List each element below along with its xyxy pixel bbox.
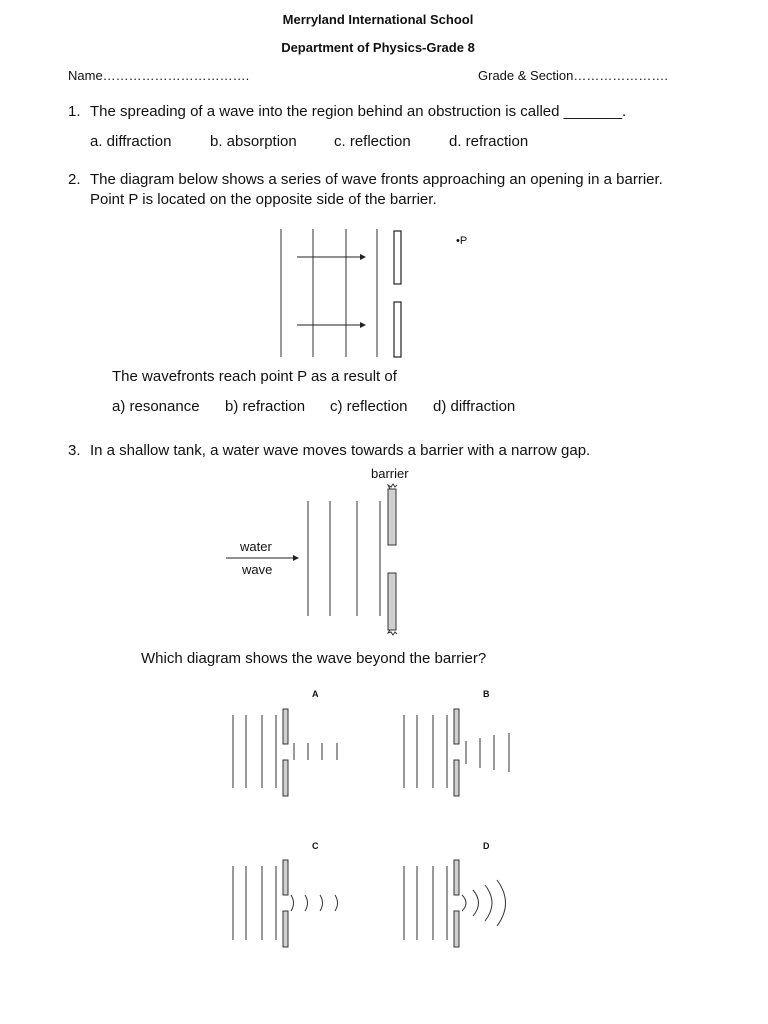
question-1-text: The spreading of a wave into the region behind an obstruction is called _______. <box>90 103 627 120</box>
question-2-number: 2. <box>68 171 81 188</box>
water-label: water <box>240 539 272 554</box>
diagram-c <box>233 860 338 947</box>
diffracted-wave <box>473 890 479 916</box>
diffracted-wave <box>485 885 492 921</box>
choice-b-label: B <box>483 689 490 699</box>
question-3-text: In a shallow tank, a water wave moves towards a barrier with a narrow gap. <box>90 442 591 459</box>
barrier-lower <box>454 760 459 796</box>
school-name: Merryland International School <box>282 12 474 27</box>
point-p-label: •P <box>456 235 468 247</box>
q2-option-a: a) resonance <box>112 398 200 415</box>
barrier-lower <box>454 911 459 947</box>
choice-c-label: C <box>312 841 319 851</box>
diffracted-wave <box>462 895 466 911</box>
choice-d-label: D <box>483 841 490 851</box>
q2-option-c: c) reflection <box>330 398 408 415</box>
barrier-upper <box>394 231 401 284</box>
diffracted-wave <box>320 895 323 911</box>
q1-option-a: a. diffraction <box>90 133 172 150</box>
barrier-upper <box>283 709 288 744</box>
question-2-prompt: The wavefronts reach point P as a result of <box>112 368 397 385</box>
barrier-upper <box>388 489 396 545</box>
diagram-a <box>233 709 337 796</box>
department-title: Department of Physics-Grade 8 <box>281 40 475 55</box>
question-2-text-line2: Point P is located on the opposite side of the barrier. <box>90 191 437 208</box>
diffracted-wave <box>291 895 294 911</box>
wave-label: wave <box>242 562 273 577</box>
q3-wavefronts <box>308 501 380 616</box>
choice-a-label: A <box>312 689 319 699</box>
question-1-number: 1. <box>68 103 81 120</box>
question-2-text-line1: The diagram below shows a series of wave fronts approaching an opening in a barrier. <box>90 171 663 188</box>
barrier-lower <box>394 302 401 357</box>
question-3-prompt: Which diagram shows the wave beyond the barrier? <box>141 650 487 667</box>
diffracted-wave <box>305 895 308 911</box>
barrier-lower <box>388 573 396 630</box>
barrier-upper <box>283 860 288 895</box>
question-3-number: 3. <box>68 442 81 459</box>
q1-option-b: b. absorption <box>210 133 297 150</box>
diagram-d <box>404 860 506 947</box>
barrier-lower <box>283 911 288 947</box>
barrier-break-mark <box>388 484 397 489</box>
q2-option-b: b) refraction <box>225 398 306 415</box>
barrier-upper <box>454 860 459 895</box>
q1-option-d: d. refraction <box>449 133 529 150</box>
barrier-upper <box>454 709 459 744</box>
name-field-label: Name……………………………. <box>68 68 250 83</box>
barrier-break-mark <box>388 630 397 635</box>
grade-section-field-label: Grade & Section…………………. <box>478 68 668 83</box>
q2-option-d: d) diffraction <box>433 398 516 415</box>
diagram-b <box>404 709 509 796</box>
q1-option-c: c. reflection <box>334 133 411 150</box>
diffracted-wave <box>497 880 506 926</box>
diffracted-wave <box>335 895 338 911</box>
q2-wavefronts <box>281 229 377 357</box>
barrier-label: barrier <box>371 466 409 481</box>
barrier-lower <box>283 760 288 796</box>
